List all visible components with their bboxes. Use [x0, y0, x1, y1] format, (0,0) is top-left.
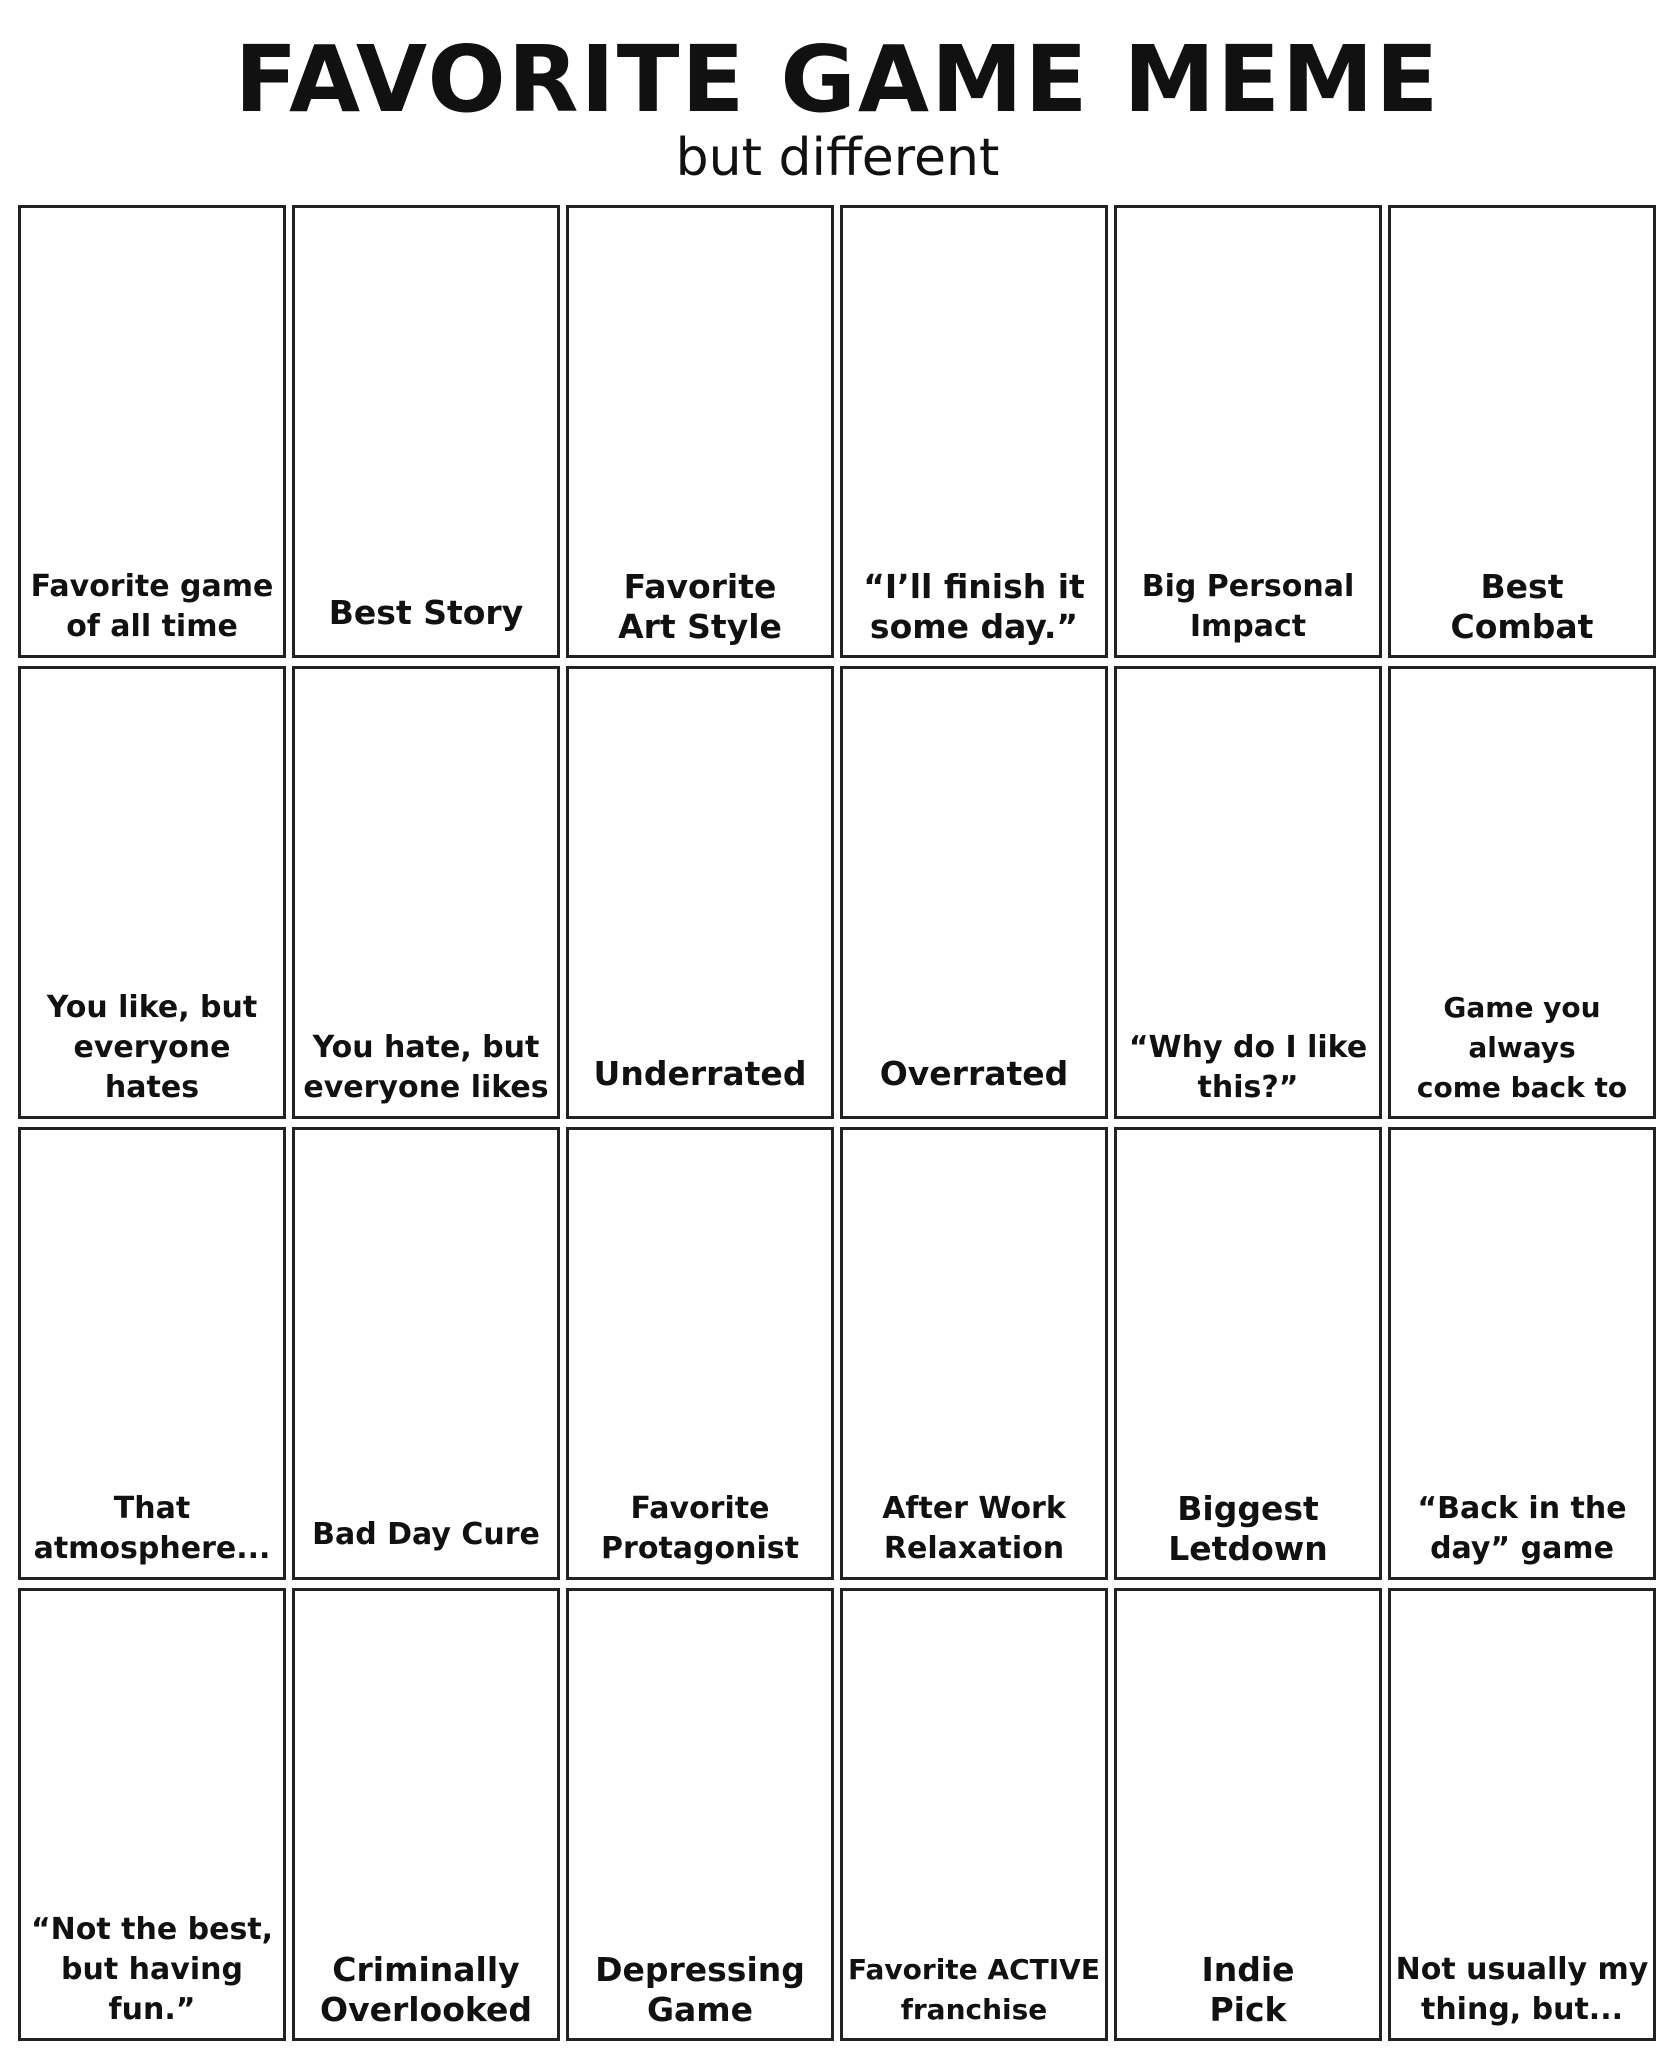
- header: [0, 0, 1675, 200]
- cell-label: Indie Pick: [1201, 1950, 1295, 2029]
- grid-cell-best-story[interactable]: [292, 205, 560, 658]
- cell-label: Biggest Letdown: [1168, 1489, 1328, 1568]
- grid-cell-after-work-relaxation[interactable]: [840, 1127, 1108, 1580]
- grid-cell-favorite-protagonist[interactable]: [566, 1127, 834, 1580]
- cell-label: After Work Relaxation: [882, 1491, 1066, 1566]
- cell-label: You hate, but everyone likes: [303, 1030, 549, 1105]
- cell-label: Bad Day Cure: [312, 1517, 540, 1552]
- cell-label: Underrated: [593, 1054, 807, 1093]
- grid-cell-overrated[interactable]: [840, 666, 1108, 1119]
- grid-cell-underrated[interactable]: [566, 666, 834, 1119]
- grid-cell-you-hate-but-everyone-likes[interactable]: [292, 666, 560, 1119]
- grid-cell-that-atmosphere[interactable]: [18, 1127, 286, 1580]
- grid-cell-back-in-the-day-game[interactable]: [1388, 1127, 1656, 1580]
- grid-cell-game-you-always-come-back-to[interactable]: [1388, 666, 1656, 1119]
- grid-cell-indie-pick[interactable]: [1114, 1588, 1382, 2041]
- grid-cell-best-combat[interactable]: [1388, 205, 1656, 658]
- grid-cell-favorite-art-style[interactable]: [566, 205, 834, 658]
- cell-label: “Not the best, but having fun.”: [30, 1912, 274, 2027]
- grid-cell-biggest-letdown[interactable]: [1114, 1127, 1382, 1580]
- cell-label: Not usually my thing, but...: [1395, 1952, 1649, 2027]
- cell-label: Favorite Protagonist: [601, 1491, 799, 1566]
- cell-label: Overrated: [879, 1054, 1069, 1093]
- cell-label: Big Personal Impact: [1141, 569, 1355, 644]
- grid-cell-you-like-but-everyone-hates[interactable]: [18, 666, 286, 1119]
- cell-label: Favorite Art Style: [618, 567, 782, 646]
- cell-label: “Why do I like this?”: [1128, 1030, 1368, 1105]
- grid-cell-not-usually-my-thing[interactable]: [1388, 1588, 1656, 2041]
- cell-label: Criminally Overlooked: [320, 1950, 532, 2029]
- cell-label: “I’ll finish it some day.”: [863, 567, 1085, 646]
- cell-label: “Back in the day” game: [1417, 1491, 1627, 1566]
- grid-cell-criminally-overlooked[interactable]: [292, 1588, 560, 2041]
- grid-cell-not-the-best-but-having-fun[interactable]: [18, 1588, 286, 2041]
- meme-grid: [18, 205, 1656, 2041]
- cell-label: Best Story: [328, 593, 524, 632]
- cell-label: Favorite game of all time: [30, 569, 274, 644]
- grid-cell-ill-finish-it-some-day[interactable]: [840, 205, 1108, 658]
- page-subtitle: but different: [675, 128, 1000, 188]
- cell-label: That atmosphere...: [33, 1491, 271, 1566]
- cell-label: Depressing Game: [595, 1950, 805, 2029]
- grid-cell-why-do-i-like-this[interactable]: [1114, 666, 1382, 1119]
- grid-cell-bad-day-cure[interactable]: [292, 1127, 560, 1580]
- cell-label: Best Combat: [1450, 567, 1594, 646]
- page-title: FAVORITE GAME MEME: [234, 26, 1441, 133]
- grid-cell-depressing-game[interactable]: [566, 1588, 834, 2041]
- grid-cell-favorite-game-of-all-time[interactable]: [18, 205, 286, 658]
- grid-cell-favorite-active-franchise[interactable]: [840, 1588, 1108, 2041]
- cell-label: You like, but everyone hates: [46, 990, 258, 1105]
- cell-label: Favorite ACTIVE franchise: [848, 1953, 1100, 2026]
- cell-label: Game you always come back to: [1416, 991, 1628, 1104]
- grid-cell-big-personal-impact[interactable]: [1114, 205, 1382, 658]
